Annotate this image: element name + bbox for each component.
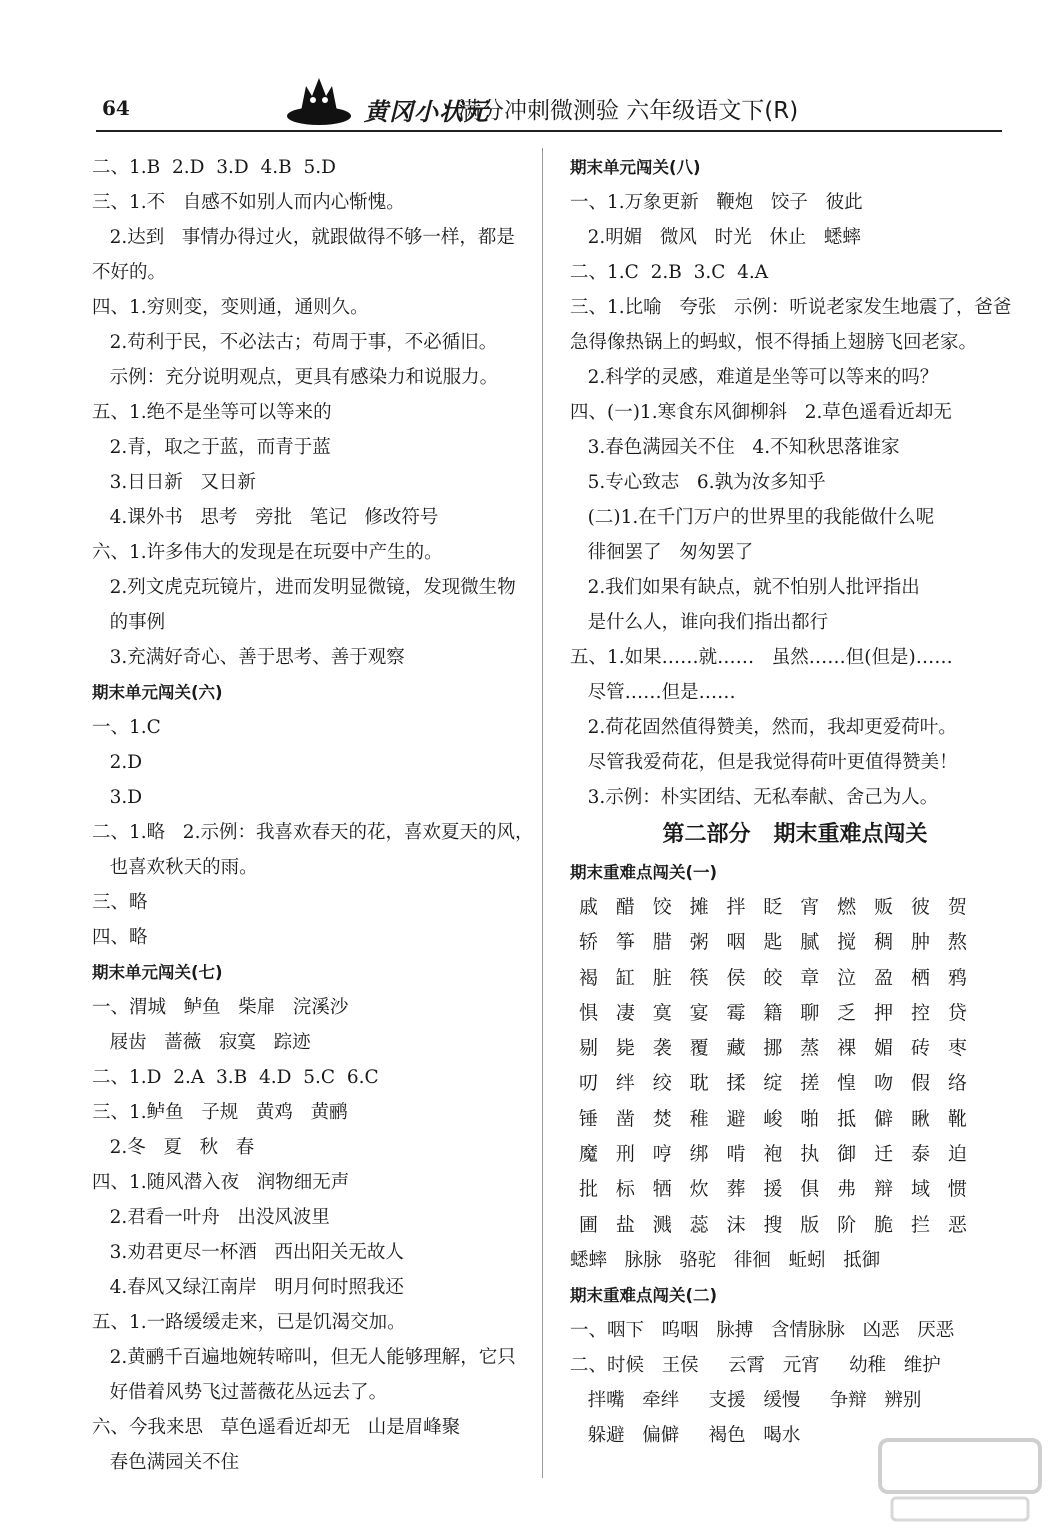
answer-line: 尽管……但是……	[570, 682, 736, 703]
answer-line: 3.示例：朴实团结、无私奉献、舍己为人。	[570, 787, 939, 808]
right-column	[570, 150, 1020, 1453]
answer-line: 的事例	[92, 612, 166, 633]
grid-character: 霉	[726, 1001, 746, 1024]
section-heading: 期末单元闯关(六)	[92, 683, 223, 702]
answer-line: 二、1.B 2.D 3.D 4.B 5.D	[92, 157, 336, 178]
grid-character: 吻	[874, 1072, 894, 1095]
answer-line: 四、略	[92, 927, 148, 948]
grid-character: 摊	[689, 896, 709, 918]
brand-name: 黄冈小状元	[364, 97, 489, 126]
answer-line: 五、1.一路缓缓走来，已是饥渴交加。	[92, 1312, 406, 1333]
grid-character: 脏	[652, 966, 672, 989]
section-heading: 期末单元闯关(八)	[570, 158, 701, 177]
grid-character: 裸	[837, 1037, 857, 1060]
answer-line: 2.荷花固然值得赞美，然而，我却更爱荷叶。	[570, 717, 957, 738]
grid-character: 域	[910, 1178, 930, 1201]
grid-character: 搅	[837, 931, 857, 954]
grid-character: 假	[910, 1072, 930, 1095]
grid-character: 肿	[910, 931, 930, 954]
answer-line: 3.充满好奇心、善于思考、善于观察	[92, 647, 405, 668]
grid-character: 凿	[615, 1107, 635, 1130]
grid-character: 牺	[652, 1178, 672, 1201]
answer-line: 一、1.万象更新 鞭炮 饺子 彼此	[570, 192, 863, 213]
answer-line: 屐齿 蔷薇 寂寞 踪迹	[92, 1032, 311, 1053]
grid-character: 耽	[689, 1072, 709, 1095]
answer-line: 拌嘴 牵绊 支援 缓慢 争辩 辨别	[570, 1389, 922, 1411]
grid-character: 啃	[726, 1143, 746, 1166]
answer-line: 三、1.不 自感不如别人而内心惭愧。	[92, 192, 405, 213]
grid-character: 溅	[652, 1213, 672, 1236]
grid-character: 俱	[800, 1178, 820, 1201]
section-heading: 期末单元闯关(七)	[92, 963, 223, 982]
grid-character: 僻	[874, 1107, 894, 1130]
watermark-logo-icon	[876, 1436, 1044, 1526]
grid-character: 媚	[874, 1037, 894, 1060]
grid-character: 稠	[874, 931, 894, 954]
grid-character: 抵	[837, 1107, 857, 1130]
answer-line: 六、今我来思 草色遥看近却无 山是眉峰聚	[92, 1417, 461, 1438]
grid-character: 鸦	[947, 966, 967, 989]
grid-character: 袍	[763, 1143, 783, 1166]
grid-character: 贺	[947, 896, 967, 918]
answer-line: 躲避 偏僻 褐色 喝水	[570, 1424, 801, 1446]
answer-line: 五、1.绝不是坐等可以等来的	[92, 402, 332, 423]
grid-character: 沫	[726, 1213, 746, 1236]
answer-line: 2.冬 夏 秋 春	[92, 1137, 255, 1158]
answer-line: 三、略	[92, 892, 148, 913]
grid-character: 聊	[800, 1001, 820, 1024]
grid-character: 醋	[615, 896, 635, 918]
grid-character: 弗	[837, 1178, 857, 1201]
grid-character: 饺	[652, 896, 672, 918]
grid-character: 迁	[874, 1143, 894, 1166]
grid-character: 版	[800, 1213, 820, 1236]
grid-character: 控	[910, 1001, 930, 1024]
grid-character: 寞	[652, 1001, 672, 1024]
answer-line: 好借着风势飞过蔷薇花丛远去了。	[92, 1382, 388, 1403]
grid-character: 侯	[726, 966, 746, 989]
grid-character: 标	[615, 1178, 635, 1201]
grid-character: 盐	[615, 1213, 635, 1236]
grid-character: 咽	[726, 931, 746, 954]
answer-line: 二、时候 王侯 云霄 元宵 幼稚 维护	[570, 1354, 941, 1376]
grid-character: 啪	[800, 1107, 820, 1130]
grid-character: 蒸	[800, 1037, 820, 1060]
answer-line: 2.D	[92, 752, 143, 773]
grid-character: 惶	[837, 1072, 857, 1095]
answer-line: 六、1.许多伟大的发现是在玩耍中产生的。	[92, 542, 443, 563]
answer-line: 二、1.D 2.A 3.B 4.D 5.C 6.C	[92, 1067, 379, 1088]
answer-line: 2.明媚 微风 时光 休止 蟋蟀	[570, 227, 861, 248]
grid-character: 筷	[689, 966, 709, 989]
grid-character: 筝	[615, 931, 635, 954]
grid-character: 毙	[615, 1037, 635, 1060]
answer-line: 2.苟利于民，不必法古；苟周于事，不必循旧。	[92, 332, 498, 353]
grid-tail-words: 蟋蟀 脉脉 骆驼 徘徊 蚯蚓 抵御	[570, 1249, 881, 1271]
series-title: 满分冲刺微测验 六年级语文下(R)	[458, 98, 799, 124]
answer-line: 一、渭城 鲈鱼 柴扉 浣溪沙	[92, 997, 349, 1018]
grid-character: 砖	[910, 1037, 930, 1060]
grid-character: 贩	[874, 896, 894, 918]
part-two-title: 第二部分 期末重难点闯关	[662, 822, 928, 847]
grid-character: 袭	[652, 1037, 672, 1060]
grid-character: 轿	[578, 931, 598, 954]
answer-line: 春色满园关不住	[92, 1452, 240, 1473]
answer-line: 5.专心致志 6.孰为汝多知乎	[570, 472, 826, 493]
answer-line: 二、1.略 2.示例：我喜欢春天的花，喜欢夏天的风，	[92, 822, 534, 843]
grid-character: 泣	[837, 966, 857, 989]
answer-line: 急得像热锅上的蚂蚁，恨不得插上翅膀飞回老家。	[570, 332, 978, 353]
grid-character: 瞅	[910, 1107, 930, 1130]
grid-character: 剔	[578, 1037, 598, 1060]
grid-character: 稚	[689, 1107, 709, 1130]
grid-character: 乏	[837, 1001, 857, 1024]
answer-line: 也喜欢秋天的雨。	[92, 857, 258, 878]
grid-character: 宵	[800, 896, 820, 918]
grid-character: 章	[800, 966, 820, 989]
grid-character: 惯	[947, 1178, 967, 1201]
grid-character: 锤	[578, 1107, 598, 1130]
answer-line: 2.列文虎克玩镜片，进而发明显微镜，发现微生物	[92, 577, 516, 598]
section-two-answers	[570, 1278, 1020, 1453]
character-grid	[570, 890, 1020, 1243]
answer-line: 二、1.C 2.B 3.C 4.A	[570, 262, 769, 283]
answer-line: 2.科学的灵感，难道是坐等可以等来的吗？	[570, 367, 939, 388]
grid-character: 熬	[947, 931, 967, 954]
grid-character: 蕊	[689, 1213, 709, 1236]
grid-character: 绑	[689, 1143, 709, 1166]
section-heading: 期末重难点闯关(二)	[570, 1285, 718, 1305]
grid-character: 执	[800, 1143, 820, 1166]
answer-line: 不好的。	[92, 262, 167, 283]
grid-character: 腻	[800, 931, 820, 954]
answer-line: 3.日日新 又日新	[92, 472, 256, 493]
grid-character: 栖	[910, 966, 930, 989]
grid-character: 拦	[910, 1213, 930, 1236]
answer-line: 四、1.穷则变，变则通，通则久。	[92, 297, 369, 318]
grid-character: 援	[763, 1178, 783, 1201]
grid-character: 叨	[578, 1072, 598, 1095]
grid-character: 挪	[763, 1037, 783, 1060]
answer-line: 四、1.随风潜入夜 润物细无声	[92, 1172, 350, 1193]
grid-character: 粥	[689, 931, 709, 954]
grid-character: 脆	[874, 1213, 894, 1236]
grid-character: 迫	[947, 1143, 967, 1166]
answer-line: 2.君看一叶舟 出没风波里	[92, 1207, 330, 1228]
mascot-logo-icon	[278, 72, 360, 126]
answer-line: 2.青，取之于蓝，而青于蓝	[92, 437, 331, 458]
grid-character: 押	[874, 1001, 894, 1024]
column-divider	[542, 148, 543, 1478]
answer-line: 2.黄鹂千百遍地婉转啼叫，但无人能够理解，它只	[92, 1347, 516, 1368]
grid-character: 燃	[837, 896, 857, 918]
answer-line: 一、咽下 呜咽 脉搏 含情脉脉 凶恶 厌恶	[570, 1319, 955, 1341]
grid-character: 彼	[910, 896, 930, 918]
grid-character: 圃	[578, 1213, 598, 1236]
grid-character: 绞	[652, 1072, 672, 1095]
answer-line: 示例：充分说明观点，更具有感染力和说服力。	[92, 367, 499, 388]
grid-character: 哼	[652, 1143, 672, 1166]
grid-character: 籍	[763, 1001, 783, 1024]
grid-character: 戚	[578, 896, 598, 918]
grid-character: 泰	[910, 1143, 930, 1166]
page-header	[96, 72, 1002, 132]
grid-character: 眨	[763, 896, 783, 918]
answer-line: 三、1.鲈鱼 子规 黄鸡 黄鹂	[92, 1102, 348, 1123]
grid-character: 靴	[947, 1107, 967, 1130]
page-number: 64	[102, 96, 130, 120]
grid-character: 葬	[726, 1178, 746, 1201]
grid-character: 贷	[947, 1001, 967, 1024]
grid-character: 盈	[874, 966, 894, 989]
grid-character: 络	[947, 1072, 967, 1095]
section-heading: 期末重难点闯关(一)	[570, 863, 718, 882]
grid-character: 藏	[726, 1037, 746, 1060]
grid-character: 搓	[800, 1072, 820, 1095]
grid-character: 枣	[947, 1037, 967, 1060]
right-column-answers	[570, 150, 1020, 815]
answer-line: (二)1.在千门万户的世界里的我能做什么呢	[570, 507, 935, 528]
grid-character: 宴	[689, 1001, 709, 1024]
grid-character: 炊	[689, 1178, 709, 1201]
grid-character: 皎	[763, 966, 783, 989]
grid-character: 绽	[763, 1072, 783, 1095]
answer-line: 2.达到 事情办得过火，就跟做得不够一样，都是	[92, 227, 515, 248]
answer-line: 3.春色满园关不住 4.不知秋思落谁家	[570, 437, 900, 458]
answer-line: 2.我们如果有缺点，就不怕别人批评指出	[570, 577, 920, 598]
answer-line: 4.课外书 思考 旁批 笔记 修改符号	[92, 507, 439, 528]
grid-character: 焚	[652, 1107, 672, 1130]
answer-line: 3.劝君更尽一杯酒 西出阳关无故人	[92, 1242, 404, 1263]
grid-character: 揉	[726, 1072, 746, 1095]
answer-line: 三、1.比喻 夸张 示例：听说老家发生地震了，爸爸	[570, 297, 1012, 318]
grid-character: 拌	[726, 896, 746, 918]
answer-line: 一、1.C	[92, 717, 161, 738]
answer-line: 徘徊罢了 匆匆罢了	[570, 542, 754, 563]
grid-character: 魔	[578, 1143, 598, 1166]
answer-line: 4.春风又绿江南岸 明月何时照我还	[92, 1277, 404, 1298]
answer-line: 四、(一)1.寒食东风御柳斜 2.草色遥看近却无	[570, 402, 952, 423]
answer-line: 尽管我爱荷花，但是我觉得荷叶更值得赞美！	[570, 752, 958, 773]
grid-character: 避	[726, 1107, 746, 1130]
grid-character: 惧	[578, 1001, 598, 1024]
grid-character: 刑	[615, 1143, 635, 1166]
grid-character: 缸	[615, 966, 635, 989]
answer-line: 3.D	[92, 787, 143, 808]
grid-character: 阶	[837, 1213, 857, 1236]
grid-character: 批	[578, 1178, 598, 1201]
grid-character: 覆	[689, 1037, 709, 1060]
grid-character: 匙	[763, 931, 783, 954]
grid-character: 辩	[874, 1178, 894, 1201]
left-column	[92, 150, 532, 1480]
grid-character: 腊	[652, 931, 672, 954]
answer-line: 五、1.如果……就…… 虽然……但(但是)……	[570, 647, 953, 668]
grid-character: 恶	[947, 1213, 967, 1236]
grid-character: 御	[837, 1143, 857, 1166]
grid-character: 绊	[615, 1072, 635, 1095]
grid-character: 搜	[763, 1213, 783, 1236]
grid-character: 褐	[578, 966, 598, 989]
grid-character: 峻	[763, 1107, 783, 1130]
answer-line: 是什么人，谁向我们指出都行	[570, 612, 829, 633]
grid-character: 凄	[615, 1001, 635, 1024]
